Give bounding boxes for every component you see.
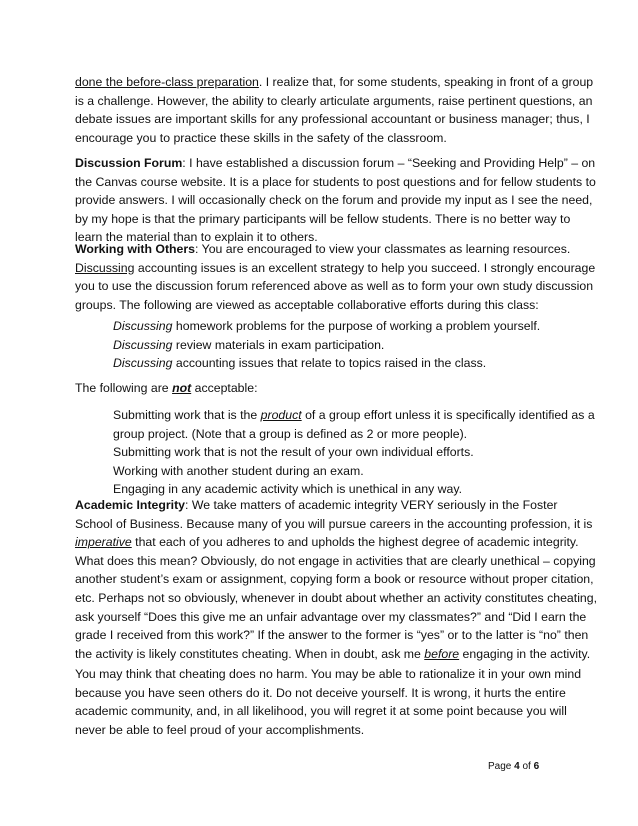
total-page-count: 6: [533, 761, 540, 772]
text-line: debate issues are important skills for any professional accountant or business manager; thus, I: [75, 112, 590, 127]
italic-word: Discussing: [113, 319, 173, 333]
text-span: review materials in exam participation.: [172, 337, 385, 352]
list-item: Working with another student during an exam.: [113, 463, 364, 478]
text-span: homework problems for the purpose of working a problem yourself.: [172, 319, 541, 333]
list-item: [113, 317, 583, 336]
acceptable-efforts-list: [113, 317, 583, 373]
text-span: that each of you adheres to and upholds the highest degree of academic integrity.: [131, 535, 579, 550]
text-span: acceptable:: [191, 381, 258, 395]
underlined-phrase: done the before-class preparation: [75, 75, 259, 89]
text-span: : We take matters of academic integrity VERY seriously in the Foster: [185, 498, 558, 512]
paragraph-discussion-forum: [75, 154, 596, 247]
list-item: [113, 406, 595, 425]
text-line: because you have seen others do it. Do not deceive yourself. It is wrong, it hurts the entire: [75, 685, 566, 700]
text-line: What does this mean? Obviously, do not engage in activities that are clearly unethical – copying: [75, 553, 596, 568]
list-item: Submitting work that is not the result of your own individual efforts.: [113, 445, 474, 460]
paragraph-working-with-others: [75, 240, 596, 314]
text-line: [75, 379, 575, 398]
list-item: [113, 336, 583, 355]
text-line: groups. The following are viewed as acceptable collaborative efforts during this class:: [75, 297, 539, 312]
text-span: the activity is likely constitutes cheating. When in doubt, ask me: [75, 646, 425, 661]
italic-word: Discussing: [113, 356, 173, 371]
text-line: academic community, and, in all likelihood, you will regret it at some point because you will: [75, 704, 567, 719]
footer-label: Page: [488, 761, 515, 772]
text-line: another student’s exam or assignment, copying form a book or resource without proper citation,: [75, 572, 594, 587]
section-heading: Discussion Forum: [75, 156, 183, 170]
paragraph-academic-integrity: [75, 496, 598, 663]
text-line: School of Business. Because many of you will pursue careers in the accounting profession, it is: [75, 516, 593, 531]
text-line: [75, 645, 591, 664]
emphasized-word: imperative: [75, 535, 132, 550]
text-line: provide answers. I will occasionally check on the forum and provide my input as I see the need,: [75, 193, 593, 208]
text-span: : You are encouraged to view your classmates as learning resources.: [195, 242, 571, 256]
text-span: of a group effort unless it is specifically identified as a: [301, 408, 595, 422]
current-page-number: 4: [514, 761, 520, 772]
text-line: never be able to feel proud of your accomplishments.: [75, 722, 365, 737]
text-line: grade I received from this work?” If the answer to the former is “yes” or to the latter is “no” then: [75, 628, 589, 643]
text-line: you to use the discussion forum referenced above as well as to form your own study discussion: [75, 279, 594, 294]
paragraph-class-preparation: [75, 73, 594, 147]
list-item: [113, 354, 583, 373]
list-item: Engaging in any academic activity which is unethical in any way.: [113, 482, 463, 497]
paragraph-not-acceptable-intro: [75, 379, 575, 398]
text-span: engaging in the activity.: [459, 646, 591, 661]
section-heading: Working with Others: [75, 242, 196, 256]
text-span: The following are: [75, 381, 173, 395]
section-heading: Academic Integrity: [75, 498, 186, 512]
text-line: [75, 533, 579, 552]
text-span: accounting issues that relate to topics raised in the class.: [172, 356, 487, 371]
list-item-continuation: group project. (Note that a group is defined as 2 or more people).: [113, 426, 468, 441]
text-line: learn the material than to explain it to others.: [75, 230, 318, 245]
text-line: is a challenge. However, the ability to clearly articulate arguments, raise pertinent questions, an: [75, 93, 593, 108]
text-line: You may think that cheating does no harm. You may be able to rationalize it in your own mind: [75, 667, 582, 681]
text-line: [75, 259, 596, 278]
emphasized-word: before: [424, 646, 460, 661]
not-acceptable-list: [113, 406, 595, 499]
text-line: [75, 154, 596, 173]
italic-word: Discussing: [113, 337, 173, 352]
text-line: ask yourself “Does this give me an unfair advantage over my classmates?” and “Did I earn the: [75, 609, 587, 624]
text-line: [75, 496, 575, 515]
emphasized-word: not: [172, 381, 192, 395]
text-line: [75, 73, 594, 92]
text-span: accounting issues is an excellent strategy to help you succeed. I strongly encourage: [134, 260, 596, 275]
text-span: . I realize that, for some students, speaking in front of a group: [258, 75, 594, 89]
text-line: the Canvas course website. It is a place for students to post questions and for fellow students to: [75, 174, 596, 189]
paragraph-cheating-harm: [75, 665, 582, 739]
text-line: by my hope is that the primary participants will be fellow students. There is no better way to: [75, 211, 571, 226]
underlined-word: Discussing: [75, 260, 135, 275]
page-number-footer: [488, 761, 539, 772]
emphasized-word: product: [260, 408, 302, 422]
text-line: encourage you to practice these skills in the safety of the classroom.: [75, 130, 447, 145]
footer-label: of: [519, 761, 534, 772]
text-span: : I have established a discussion forum – “Seeking and Providing Help” – on: [182, 156, 596, 170]
text-line: [75, 240, 575, 259]
text-span: Submitting work that is the: [113, 408, 261, 422]
text-line: etc. Perhaps not so obviously, whenever in doubt about whether an activity constitutes cheating,: [75, 590, 598, 605]
